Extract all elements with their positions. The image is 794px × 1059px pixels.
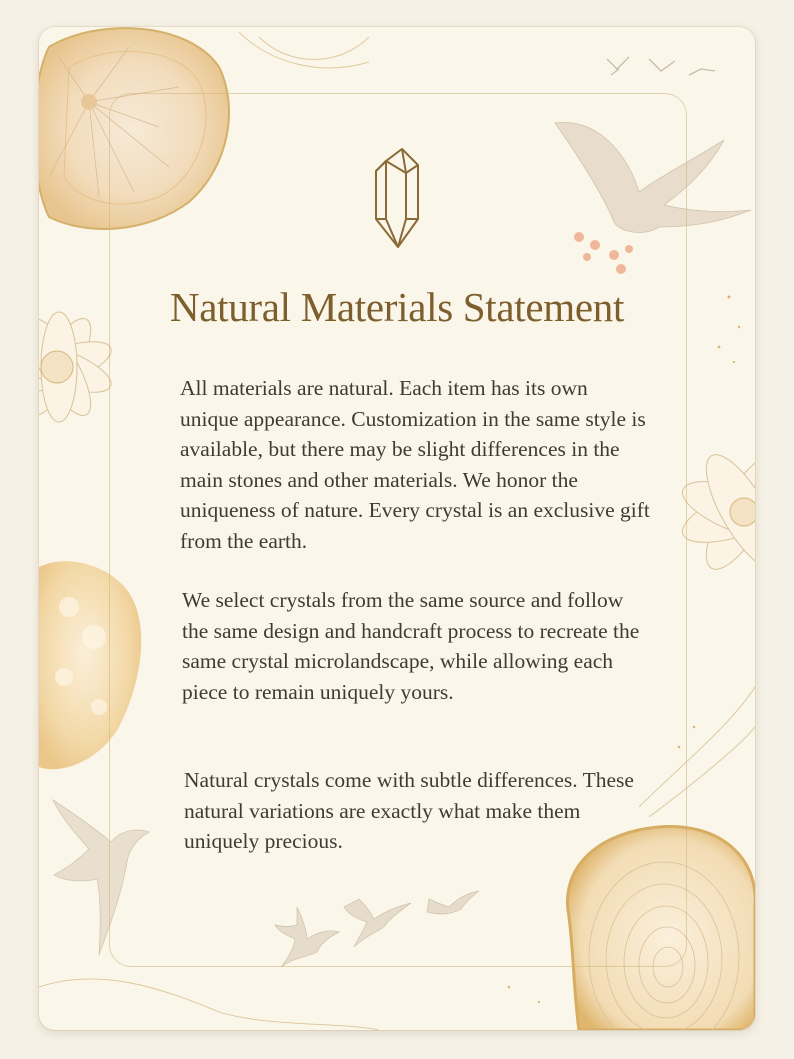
crystal-icon bbox=[372, 147, 424, 249]
statement-paragraph: Natural crystals come with subtle differences. These natural variations are exactly what make them uniquely precious. bbox=[184, 768, 634, 853]
statement-paragraph: We select crystals from the same source and follow the same design and handcraft process to recreate the same crystal microlandscape, while allowing each piece to remain uniquely yours. bbox=[182, 588, 640, 704]
page-title: Natural Materials Statement bbox=[169, 284, 625, 330]
statement-paragraph: All materials are natural. Each item has its own unique appearance. Customization in the same style is available, but there may be slight differences in the main stones and other materials. We honor the uniqueness of nature. Every crystal is an exclusive gift from the earth. bbox=[180, 376, 650, 553]
statement-card bbox=[39, 27, 755, 1030]
statement-content bbox=[39, 27, 755, 1030]
